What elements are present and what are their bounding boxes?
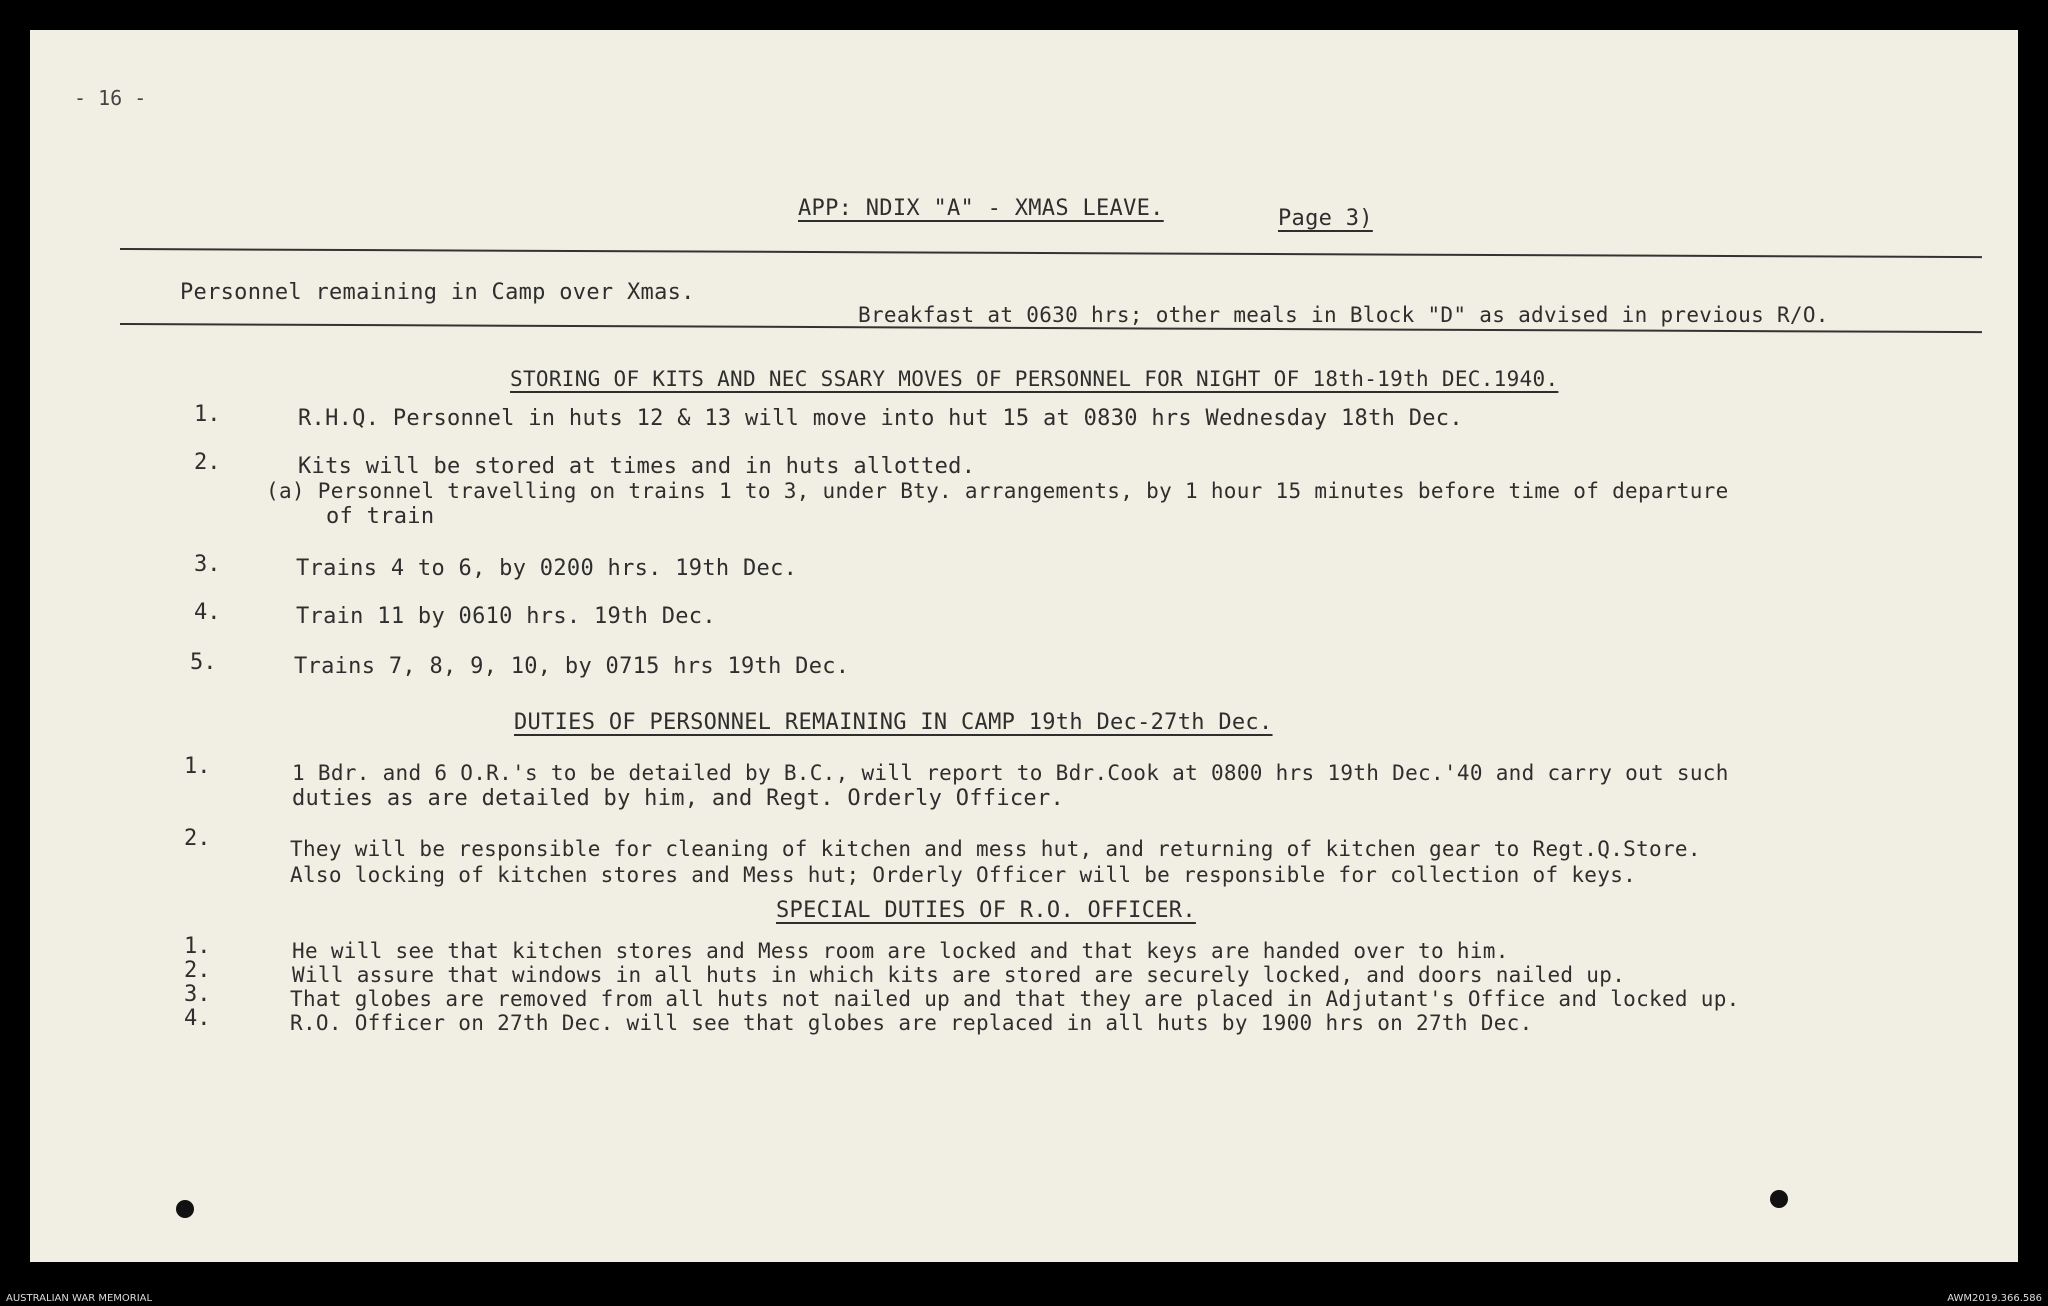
item-number: 4. [184,1006,211,1031]
storing-item-2a: (a) Personnel travelling on trains 1 to 3, under Bty. arrangements, by 1 hour 15 minutes before time of departure [266,479,1729,503]
top-rule [120,248,1982,258]
camp-info-right: Breakfast at 0630 hrs; other meals in Block "D" as advised in previous R/O. [858,303,1829,327]
storing-item-5: Trains 7, 8, 9, 10, by 0715 hrs 19th Dec. [294,654,850,679]
special-item-3: That globes are removed from all huts not nailed up and that they are placed in Adjutant's Office and locked up. [290,987,1740,1011]
item-number: 3. [194,552,221,577]
binder-hole-right [1770,1190,1788,1208]
storing-item-1: R.H.Q. Personnel in huts 12 & 13 will move into hut 15 at 0830 hrs Wednesday 18th Dec. [298,406,1463,431]
page-corner-mark: - 16 - [74,86,147,110]
appendix-title: APP: NDIX "A" - XMAS LEAVE. [798,196,1164,221]
item-number: 2. [184,826,211,851]
section-heading-storing: STORING OF KITS AND NEC SSARY MOVES OF PERSONNEL FOR NIGHT OF 18th-19th DEC.1940. [510,367,1559,391]
footer-source: AUSTRALIAN WAR MEMORIAL [6,1293,153,1304]
duties-item-2-cont: Also locking of kitchen stores and Mess hut; Orderly Officer will be responsible for collection of keys. [290,863,1637,887]
document-page [30,30,2018,1262]
duties-item-1: 1 Bdr. and 6 O.R.'s to be detailed by B.C., will report to Bdr.Cook at 0800 hrs 19th Dec.'40 and carry out such [292,761,1729,785]
item-number: 3. [184,982,211,1007]
item-number: 1. [194,402,221,427]
item-number: 5. [190,650,217,675]
camp-info-left: Personnel remaining in Camp over Xmas. [180,280,695,305]
page-number: Page 3) [1278,206,1373,231]
special-item-2: Will assure that windows in all huts in which kits are stored are securely locked, and doors nailed up. [292,963,1626,987]
duties-item-1-cont: duties as are detailed by him, and Regt. Orderly Officer. [292,786,1065,811]
footer-accession: AWM2019.366.586 [1947,1293,2042,1304]
storing-item-3: Trains 4 to 6, by 0200 hrs. 19th Dec. [296,556,798,581]
item-number: 1. [184,934,211,959]
special-item-4: R.O. Officer on 27th Dec. will see that globes are replaced in all huts by 1900 hrs on 27th Dec. [290,1011,1533,1035]
item-number: 4. [194,600,221,625]
item-number: 1. [184,754,211,779]
item-number: 2. [184,958,211,983]
section-heading-special: SPECIAL DUTIES OF R.O. OFFICER. [776,898,1196,923]
special-item-1: He will see that kitchen stores and Mess room are locked and that keys are handed over to him. [292,939,1509,963]
storing-item-2a-cont: of train [326,504,435,529]
section-heading-duties: DUTIES OF PERSONNEL REMAINING IN CAMP 19th Dec-27th Dec. [514,710,1273,735]
storing-item-2: Kits will be stored at times and in huts allotted. [298,454,976,479]
item-number: 2. [194,450,221,475]
binder-hole-left [176,1200,194,1218]
duties-item-2: They will be responsible for cleaning of kitchen and mess hut, and returning of kitchen gear to Regt.Q.Store. [290,837,1701,861]
storing-item-4: Train 11 by 0610 hrs. 19th Dec. [296,604,716,629]
